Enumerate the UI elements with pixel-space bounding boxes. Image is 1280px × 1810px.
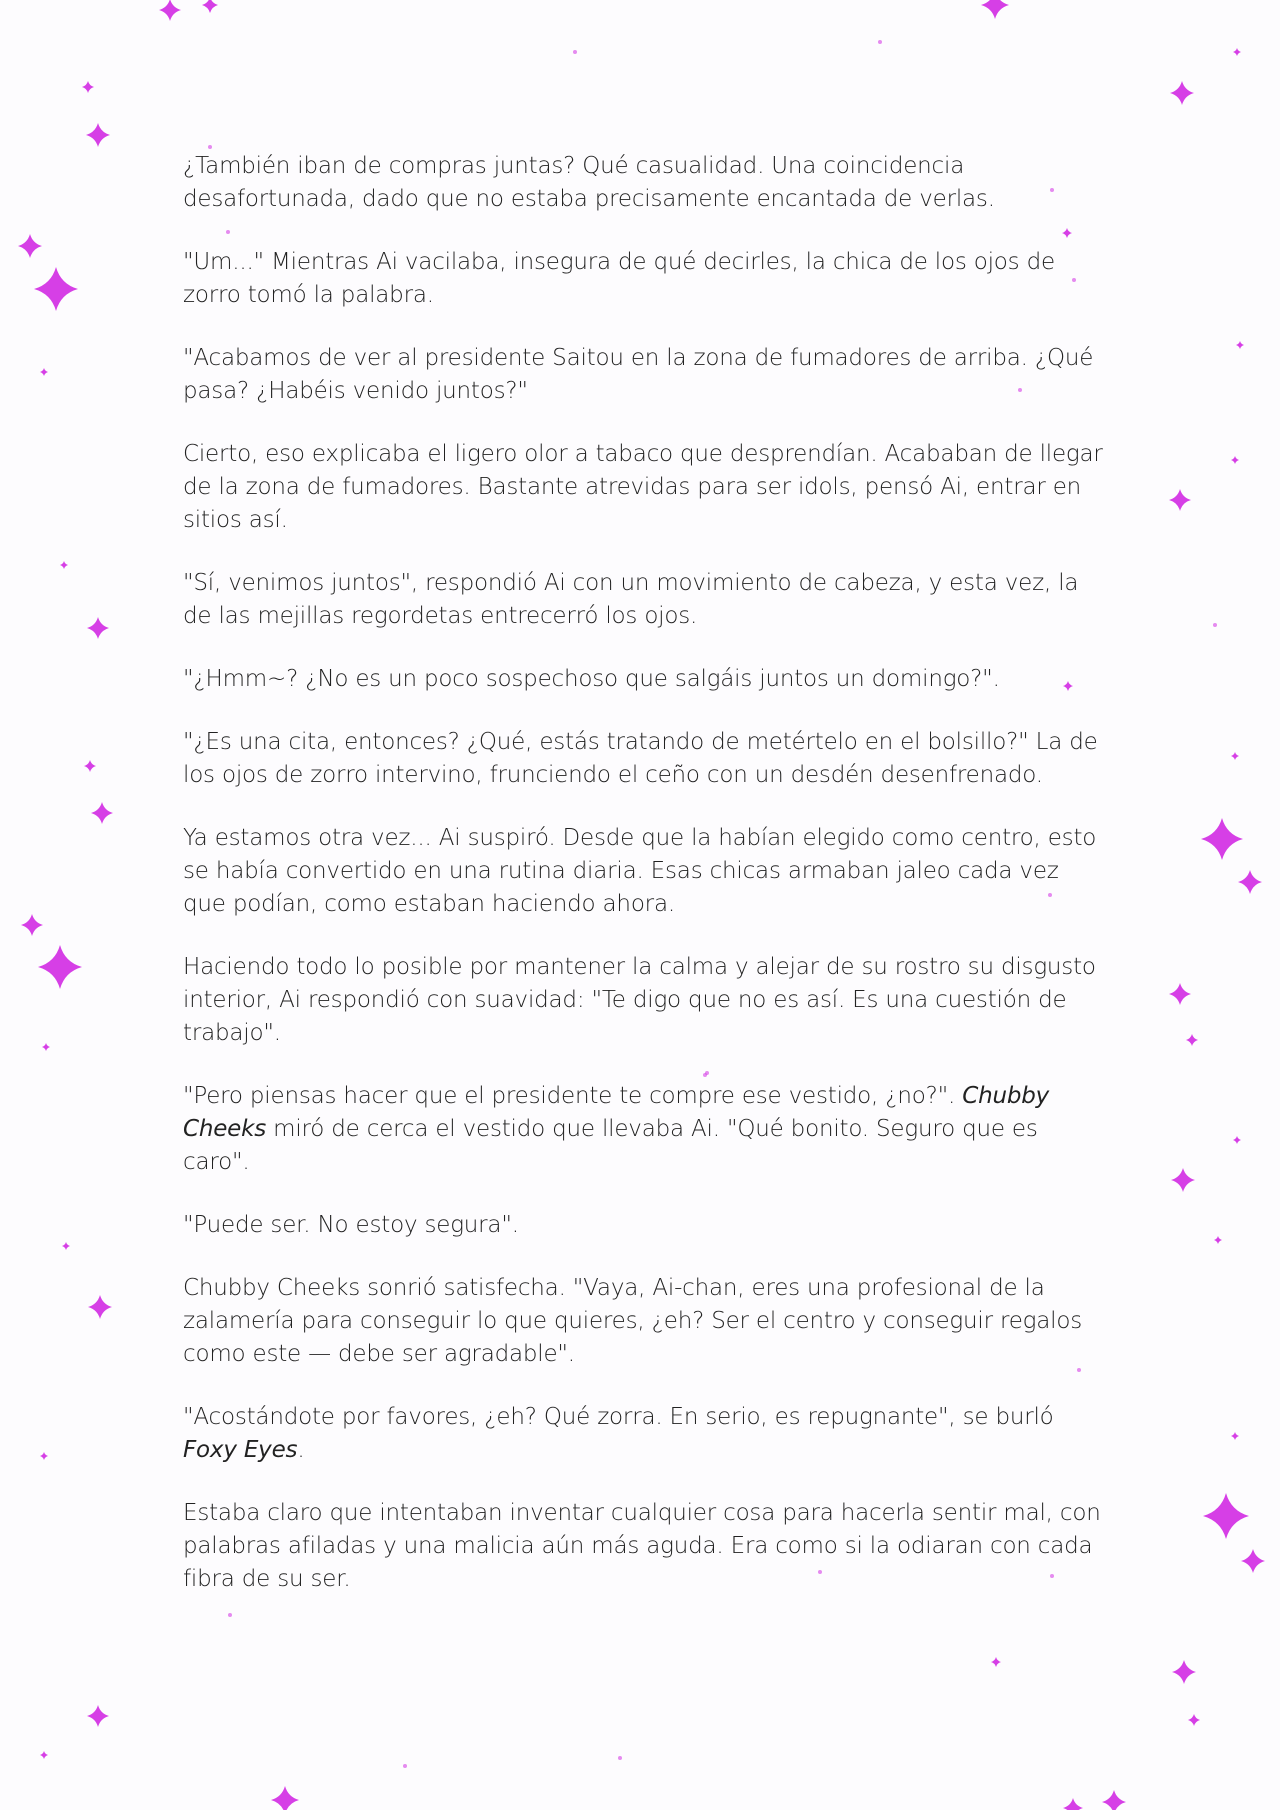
text-run: miró de cerca el vestido que llevaba Ai. "Qué bonito. Seguro que es caro". <box>183 1116 1038 1175</box>
sparkle-icon <box>1231 456 1239 464</box>
sparkle-icon <box>271 1786 299 1810</box>
sparkle-icon <box>87 1705 109 1727</box>
text-run: . <box>297 1437 305 1463</box>
sparkle-icon <box>1233 1136 1241 1144</box>
sparkle-icon <box>1169 983 1191 1005</box>
paragraph <box>183 342 1103 408</box>
sparkle-icon <box>1241 1549 1265 1573</box>
text-run: "Sí, venimos juntos", respondió Ai con un movimiento de cabeza, y esta vez, la de las mejillas regordetas entrecerró los ojos. <box>183 570 1079 629</box>
sparkle-icon <box>1102 1790 1126 1810</box>
paragraph <box>183 1272 1103 1371</box>
sparkle-icon <box>60 561 68 569</box>
paragraph <box>183 1209 1103 1242</box>
text-run: "Acabamos de ver al presidente Saitou en la zona de fumadores de arriba. ¿Qué pasa? ¿Habéis venido juntos?" <box>183 345 1094 404</box>
text-run: Cierto, eso explicaba el ligero olor a tabaco que desprendían. Acababan de llegar de la zona de fumadores. Bastante atrevidas para ser idols, pensó Ai, entrar en sitios así. <box>183 441 1103 533</box>
sparkle-dot <box>618 1756 622 1760</box>
text-run: ¿También iban de compras juntas? Qué casualidad. Una coincidencia desafortunada, dado que no estaba precisamente encantada de verlas. <box>183 153 995 212</box>
text-run: Chubby Cheeks sonrió satisfecha. "Vaya, Ai-chan, eres una profesional de la zalamería para conseguir lo que quieres, ¿eh? Ser el centro y conseguir regalos como este — debe ser agradable". <box>183 1275 1083 1367</box>
sparkle-icon <box>1214 1236 1222 1244</box>
sparkle-icon <box>202 0 218 13</box>
paragraph <box>183 951 1103 1050</box>
paragraph <box>183 567 1103 633</box>
text-run: Haciendo todo lo posible por mantener la calma y alejar de su rostro su disgusto interior, Ai respondió con suavidad: "Te digo que no es así. Es una cuestión de trabajo". <box>183 954 1096 1046</box>
italic-name: Chubby Cheeks <box>183 1083 1050 1142</box>
paragraph <box>183 726 1103 792</box>
sparkle-icon <box>62 1242 70 1250</box>
sparkle-icon <box>1172 1660 1196 1684</box>
text-run: "Acostándote por favores, ¿eh? Qué zorra. En serio, es repugnante", se burló <box>183 1404 1054 1430</box>
text-run: "¿Es una cita, entonces? ¿Qué, estás tratando de metértelo en el bolsillo?" La de los ojos de zorro intervino, frunciendo el ceño con un desdén desenfrenado. <box>183 729 1098 788</box>
paragraph <box>183 663 1103 696</box>
sparkle-icon <box>1063 1798 1083 1810</box>
sparkle-icon <box>38 945 82 989</box>
text-run: "Pero piensas hacer que el presidente te compre ese vestido, ¿no?". <box>183 1083 963 1109</box>
sparkle-icon <box>1203 1493 1249 1539</box>
italic-name: Foxy Eyes <box>183 1437 298 1463</box>
sparkle-icon <box>1169 489 1191 511</box>
sparkle-icon <box>991 1657 1001 1667</box>
paragraph <box>183 150 1103 216</box>
sparkle-icon <box>1186 1034 1198 1046</box>
sparkle-icon <box>86 123 110 147</box>
sparkle-icon <box>21 914 43 936</box>
sparkle-icon <box>88 1295 112 1319</box>
text-run: Ya estamos otra vez... Ai suspiró. Desde que la habían elegido como centro, esto se había convertido en una rutina diaria. Esas chicas armaban jaleo cada vez que podían, como estaban haciendo ahora. <box>183 825 1097 917</box>
text-run: "Um..." Mientras Ai vacilaba, insegura de qué decirles, la chica de los ojos de zorro tomó la palabra. <box>183 249 1055 308</box>
sparkle-dot <box>1213 623 1217 627</box>
sparkle-icon <box>40 1452 48 1460</box>
paragraph <box>183 822 1103 921</box>
paragraph <box>183 1401 1103 1467</box>
sparkle-icon <box>42 1043 50 1051</box>
paragraph <box>183 1080 1103 1179</box>
sparkle-icon <box>87 617 109 639</box>
sparkle-icon <box>981 0 1009 19</box>
sparkle-icon <box>1171 1168 1195 1192</box>
sparkle-icon <box>1201 818 1243 860</box>
sparkle-dot <box>208 145 212 149</box>
sparkle-icon <box>40 368 48 376</box>
sparkle-icon <box>1231 1432 1239 1440</box>
paragraph <box>183 1497 1103 1596</box>
sparkle-icon <box>34 267 78 311</box>
text-run: "¿Hmm~? ¿No es un poco sospechoso que salgáis juntos un domingo?". <box>183 666 1000 692</box>
sparkle-icon <box>82 81 94 93</box>
sparkle-dot <box>573 50 577 54</box>
sparkle-icon <box>1188 1714 1200 1726</box>
story-text <box>183 150 1103 1626</box>
sparkle-icon <box>1236 341 1244 349</box>
text-run: Estaba claro que intentaban inventar cualquier cosa para hacerla sentir mal, con palabras afiladas y una malicia aún más aguda. Era como si la odiaran con cada fibra de su ser. <box>183 1500 1101 1592</box>
sparkle-icon <box>1170 81 1194 105</box>
text-run: "Puede ser. No estoy segura". <box>183 1212 519 1238</box>
sparkle-icon <box>18 234 42 258</box>
sparkle-icon <box>40 1751 48 1759</box>
paragraph <box>183 246 1103 312</box>
sparkle-icon <box>91 802 113 824</box>
sparkle-dot <box>403 1764 407 1768</box>
sparkle-icon <box>1231 752 1239 760</box>
sparkle-icon <box>1233 48 1241 56</box>
sparkle-dot <box>878 40 882 44</box>
sparkle-icon <box>84 760 96 772</box>
paragraph <box>183 438 1103 537</box>
sparkle-icon <box>159 0 181 21</box>
sparkle-icon <box>1238 870 1262 894</box>
